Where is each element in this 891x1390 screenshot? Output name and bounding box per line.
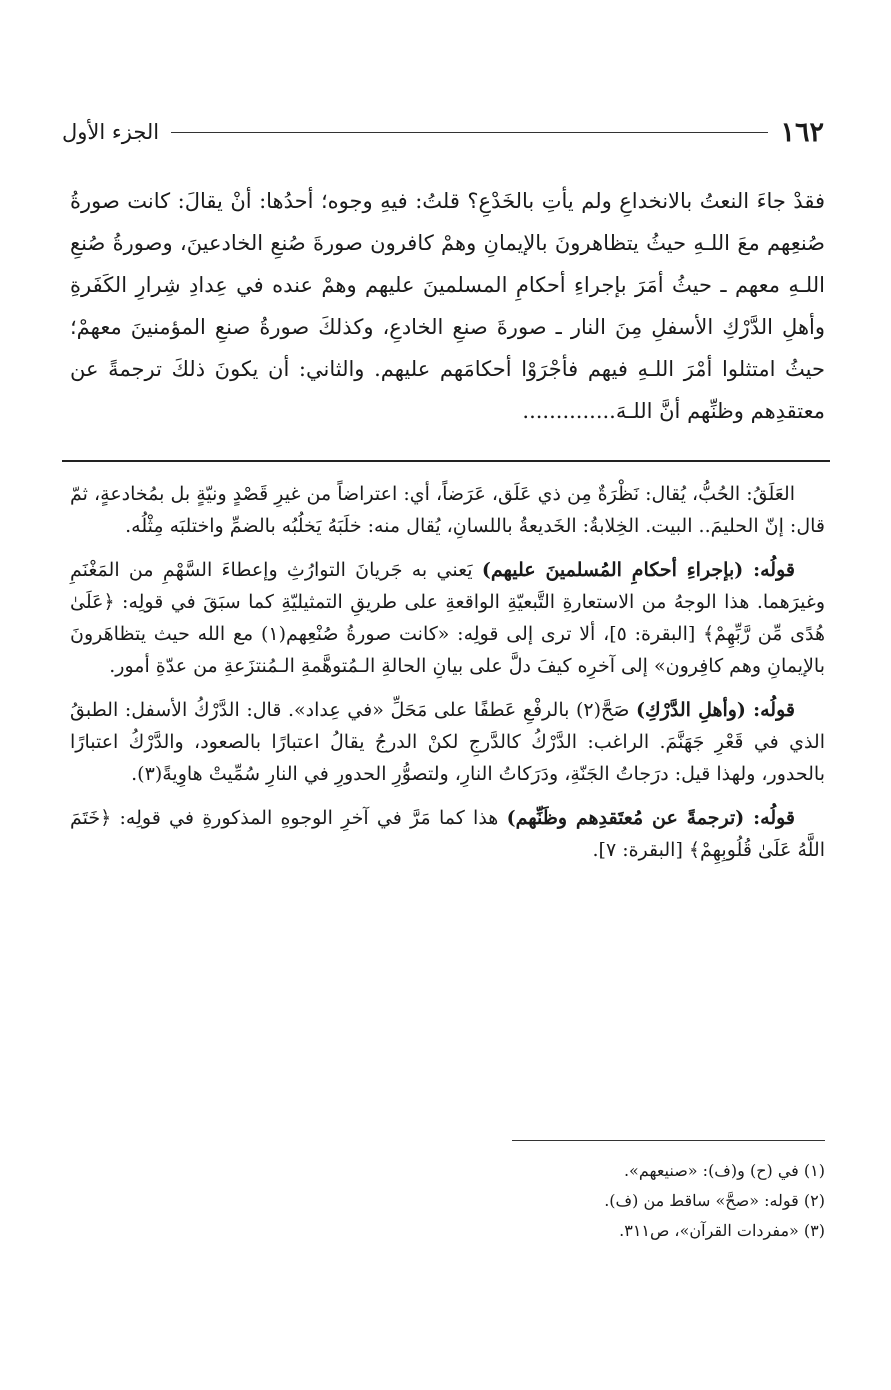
- header-rule: [171, 132, 768, 133]
- footnote: (٣) «مفردات القرآن»، ص٣١١.: [619, 1221, 825, 1240]
- footnote: (١) في (ح) و(ف): «صنيعهم».: [623, 1161, 825, 1180]
- commentary-paragraph: [70, 802, 825, 866]
- footnote-separator: [512, 1140, 825, 1141]
- commentary-lemma: قولُه: (ترجمةً عن مُعتَقدِهم وظَنِّهم): [506, 807, 796, 829]
- commentary-text: هذا كما مَرَّ في آخرِ الوجوهِ المذكورةِ في قولِه: ﴿خَتَمَ اللَّهُ عَلَىٰ قُلُوبِهِمْ﴾ [البقرة: ٧].: [70, 807, 825, 861]
- commentary-lemma: قولُه: (وأهلِ الدَّرْكِ): [636, 699, 795, 721]
- commentary: [70, 478, 825, 878]
- main-text: [70, 180, 825, 432]
- commentary-paragraph: [70, 554, 825, 682]
- main-text-separator: [62, 460, 830, 462]
- commentary-text: يَعني به جَريانَ التوارُثِ وإعطاءَ السَّهْمِ من المَغْنَمِ وغيرَهما. هذا الوجهُ من الاستعارةِ التَّبعيّةِ الواقعةِ على طريقِ التمثيليّةِ كما سبَقَ في قولِه: ﴿عَلَىٰ هُدًى مِّن رَّبِّهِمْ﴾ [البقرة: ٥]، ألا ترى إلى قولِه: «كانت صورةُ صُنْعِهم(١) مع الله حيث يتظاهَرونَ بالإيمانِ وهم كافِرون» إلى آخرِه كيفَ دلَّ على بيانِ الحالةِ الـمُتوهَّمةِ الـمُنتزَعةِ من عدّةِ أمور.: [70, 559, 826, 677]
- footnotes: [430, 1156, 825, 1246]
- commentary-paragraph: [70, 478, 825, 542]
- commentary-text: صَحَّ(٢) بالرفْعِ عَطفًا على مَحَلِّ «في عِداد». قال: الدَّرْكُ الأسفل: الطبقُ الذي في قَعْرِ جَهَنَّمَ. الراغب: الدَّرْكُ كالدَّرجِ لكنْ الدرجُ يقالُ اعتبارًا بالصعود، والدَّرْكُ اعتبارًا بالحدور، ولهذا قيل: درَجاتُ الجَنّةِ، ودَرَكاتُ النارِ، ولتصوُّرِ الحدورِ في النارِ سُمِّيتْ هاوِيةً(٣).: [70, 699, 825, 785]
- commentary-text: العَلَقُ: الحُبُّ، يُقال: نَظْرَةٌ مِن ذي عَلَق، عَرَضاً، أي: اعتراضاً من غيرِ قَصْدٍ ونيّةٍ بل بمُخادعةٍ، ثمّ قال: إنّ الحليمَ.. البيت. الخِلابةُ: الخَديعةُ باللسانِ، يُقال منه: خلَبَهُ يَخلُبُه بالضمِّ واختلبَه مِثْلُه.: [70, 483, 825, 537]
- part-title: الجزء الأول: [62, 120, 160, 144]
- running-head: [62, 112, 824, 152]
- commentary-paragraph: [70, 694, 825, 790]
- page-number: ١٦٢: [780, 116, 824, 148]
- commentary-lemma: قولُه: (بإجراءِ أحكامِ المُسلمينَ عليهم): [481, 559, 795, 581]
- main-paragraph: فقدْ جاءَ النعتُ بالانخداعِ ولم يأتِ بالخَدْعِ؟ قلتُ: فيهِ وجوه؛ أحدُها: أنْ يقالَ: كانت صورةُ صُنعِهم معَ اللـهِ حيثُ يتظاهرونَ بالإيمانِ وهمْ كافرون صورةَ صُنعِ الخادعينَ، وصورةُ صُنعِ اللـهِ معهم ـ حيثُ أمَرَ بإجراءِ أحكامِ المسلمينَ عليهم وهمْ عنده في عِدادِ شِرارِ الكَفَرةِ وأهلِ الدَّرْكِ الأسفلِ مِنَ النار ـ صورةَ صنعِ الخادعِ، وكذلكَ صورةُ صنعِ المؤمنينَ معهمْ؛ حيثُ امتثلوا أمْرَ اللـهِ فيهم فأجْرَوْا أحكامَهم عليهم. والثاني: أن يكونَ ذلكَ ترجمةً عن معتقدِهم وظنِّهم أنَّ اللـهَ..............: [70, 189, 825, 423]
- footnote: (٢) قوله: «صحَّ» ساقط من (ف).: [604, 1191, 825, 1210]
